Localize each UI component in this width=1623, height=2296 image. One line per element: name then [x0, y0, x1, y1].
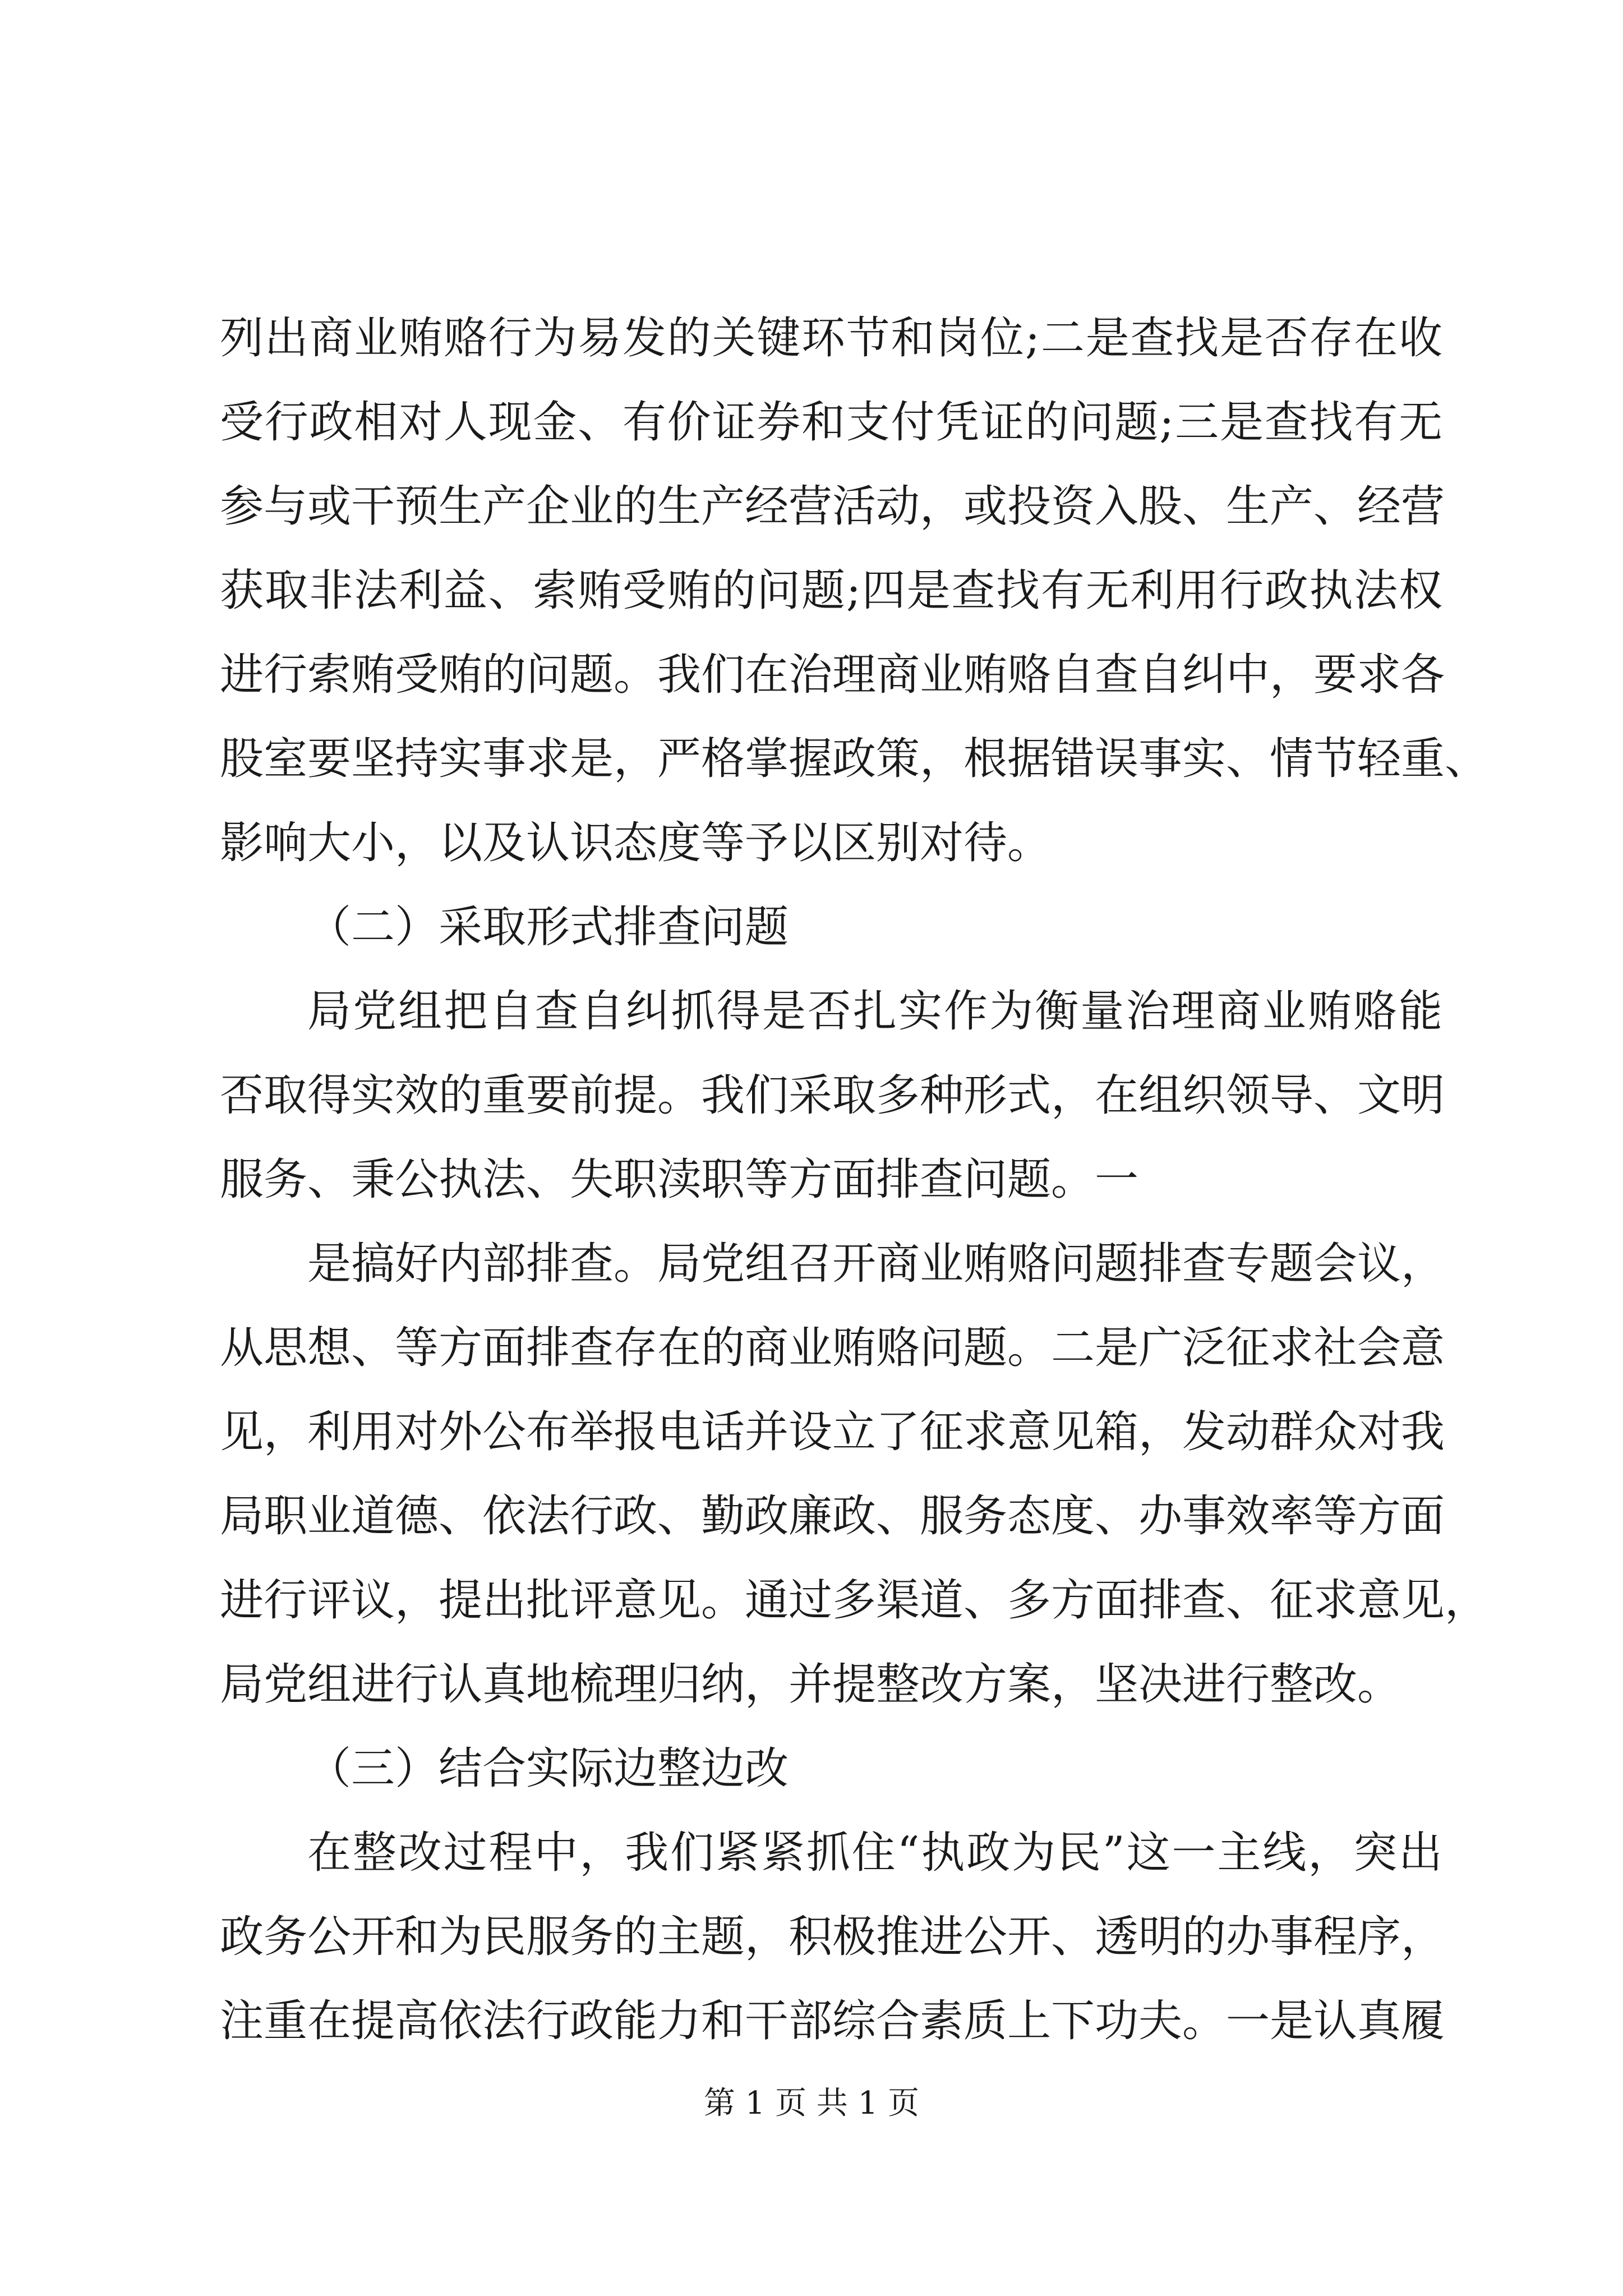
section-heading-3: （三）结合实际边整边改: [307, 1743, 789, 1794]
body-line-15: 局职业道德、依法行政、勤政廉政、服务态度、办事效率等方面: [220, 1491, 1445, 1542]
body-line-17: 局党组进行认真地梳理归纳，并提整改方案，坚决进行整改。: [220, 1659, 1401, 1710]
section-heading-2: （二）采取形式排查问题: [307, 902, 789, 953]
page-number-footer: 第 1 页 共 1 页: [703, 2085, 920, 2122]
body-line-7: 影响大小，以及认识态度等予以区别对待。: [220, 818, 1052, 868]
body-line-20: 政务公开和为民服务的主题，积极推进公开、透明的办事程序，: [220, 1912, 1445, 1962]
body-line-19: 在整改过程中，我们紧紧抓住“执政为民”这一主线，突出: [307, 1828, 1442, 1878]
body-line-6: 股室要坚持实事求是，严格掌握政策，根据错误事实、情节轻重、: [220, 734, 1489, 784]
body-line-21: 注重在提高依法行政能力和干部综合素质上下功夫。一是认真履: [220, 1996, 1445, 2046]
body-line-4: 获取非法利益、索贿受贿的问题;四是查找有无利用行政执法权: [220, 565, 1442, 616]
body-line-16: 进行评议，提出批评意见。通过多渠道、多方面排查、征求意见，: [220, 1575, 1489, 1626]
body-line-12: 是搞好内部排查。局党组召开商业贿赂问题排查专题会议，: [307, 1239, 1445, 1289]
body-line-2: 受行政相对人现金、有价证券和支付凭证的问题;三是查找有无: [220, 397, 1442, 448]
body-line-9: 局党组把自查自纠抓得是否扎实作为衡量治理商业贿赂能: [307, 986, 1442, 1037]
body-line-13: 从思想、等方面排查存在的商业贿赂问题。二是广泛征求社会意: [220, 1323, 1445, 1373]
body-line-10: 否取得实效的重要前提。我们采取多种形式，在组织领导、文明: [220, 1070, 1445, 1121]
body-line-11: 服务、秉公执法、失职渎职等方面排查问题。一: [220, 1154, 1139, 1205]
body-line-5: 进行索贿受贿的问题。我们在治理商业贿赂自查自纠中，要求各: [220, 650, 1445, 700]
body-line-1: 列出商业贿赂行为易发的关键环节和岗位;二是查找是否存在收: [220, 313, 1443, 364]
body-line-3: 参与或干预生产企业的生产经营活动，或投资入股、生产、经营: [220, 481, 1445, 532]
body-line-14: 见，利用对外公布举报电话并设立了征求意见箱，发动群众对我: [220, 1407, 1445, 1457]
